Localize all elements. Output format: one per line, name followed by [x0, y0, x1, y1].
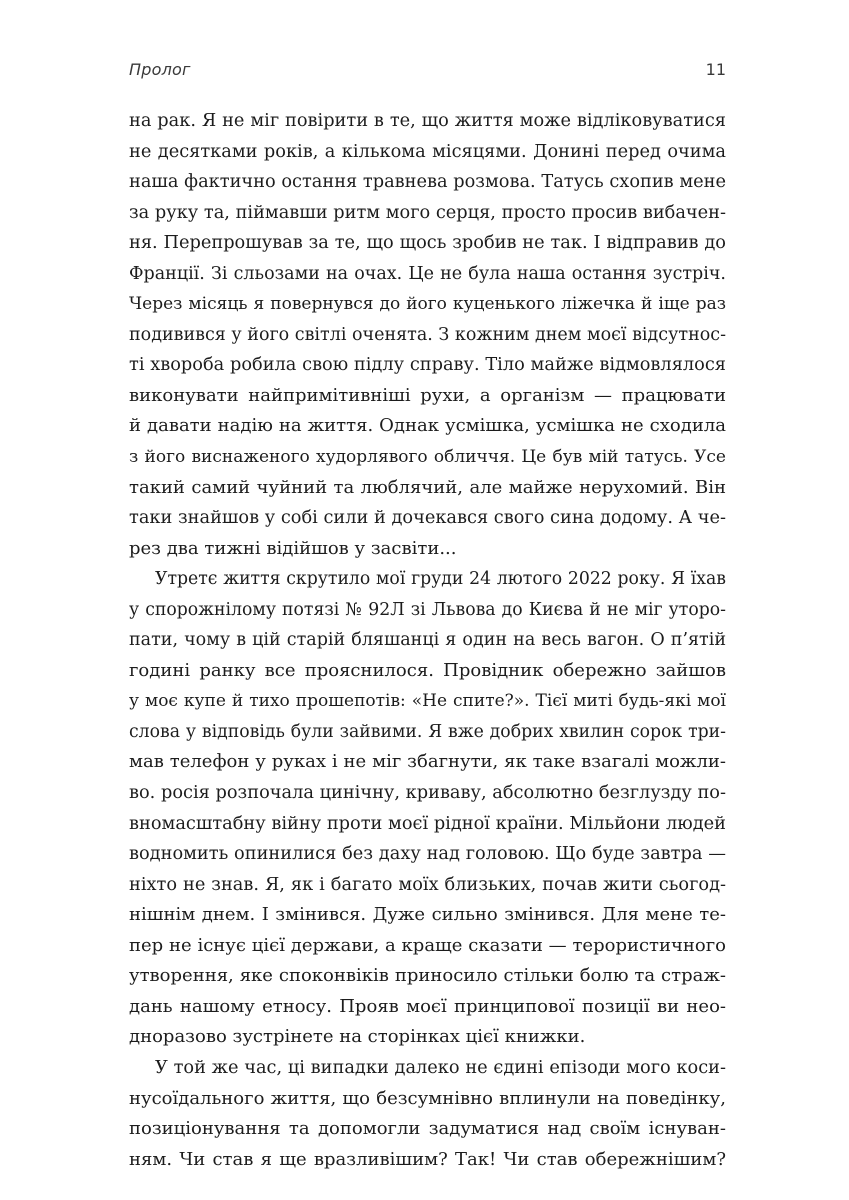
text-line: вномасштабну війну проти моєї рідної країни. Мільйони людей: [129, 813, 726, 834]
text-line: таки знайшов у собі сили й дочекався свого сина додому. А че-: [129, 508, 726, 529]
text-line: не десятками років, а кількома місяцями. Донині перед очима: [129, 141, 726, 162]
text-line: У той же час, ці випадки далеко не єдині епізоди мого коси-: [155, 1057, 726, 1078]
text-line: дноразово зустрінете на сторінках цієї книжки.: [129, 1026, 586, 1048]
text-line: подивився у його світлі оченята. З кожним днем моєї відсутнос-: [129, 324, 726, 345]
text-line: пати, чому в цій старій бляшанці я один на весь вагон. О п’ятій: [129, 630, 726, 651]
text-line: во. росія розпочала цинічну, криваву, абсолютно безглузду по-: [129, 783, 726, 804]
text-line: Утретє життя скрутило мої груди 24 лютого 2022 року. Я їхав: [155, 569, 726, 590]
page-number: 11: [705, 60, 726, 79]
text-line: ті хвороба робила свою підлу справу. Тіло майже відмовлялося: [129, 355, 726, 376]
text-line: нішнім днем. І змінився. Дуже сильно змінився. Для мене те-: [129, 904, 726, 926]
text-line: ням. Чи став я ще вразливішим? Так! Чи став обережнішим?: [129, 1148, 726, 1170]
text-line: позиціонування та допомогли задуматися над своїм існуван-: [129, 1118, 726, 1140]
text-line: такий самий чуйний та люблячий, але майже нерухомий. Він: [129, 476, 726, 498]
text-line: Через місяць я повернувся до його куценького ліжечка й іще раз: [129, 294, 726, 315]
text-line: нусоїдального життя, що безсумнівно вплинули на поведінку,: [129, 1087, 726, 1109]
text-line: ня. Перепрошував за те, що щось зробив не так. І відправив до: [129, 233, 726, 254]
text-line: наша фактично остання травнева розмова. Татусь схопив мене: [129, 172, 726, 193]
text-line: утворення, яке споконвіків приносило стільки болю та страж-: [129, 965, 726, 987]
text-line: Франції. Зі сльозами на очах. Це не була наша остання зустріч.: [129, 263, 726, 284]
section-title: Пролог: [129, 60, 191, 79]
text-line: за руку та, піймавши ритм мого серця, просто просив вибачен-: [129, 202, 726, 223]
text-line: пер не існує цієї держави, а краще сказати — терористичного: [129, 934, 726, 956]
text-line: годині ранку все прояснилося. Провідник обережно зайшов: [129, 659, 726, 681]
text-line: водномить опинилися без даху над головою. Що буде завтра —: [129, 844, 726, 865]
text-line: слова у відповідь були зайвими. Я вже добрих хвилин сорок три-: [129, 721, 726, 742]
text-line: виконувати найпримітивніші рухи, а організм — працювати: [129, 384, 726, 406]
text-line: дань нашому етносу. Прояв моєї принципової позиції ви нео-: [129, 995, 726, 1017]
text-line: й давати надію на життя. Однак усмішка, усмішка не сходила: [129, 415, 726, 437]
text-line: ніхто не знав. Я, як і багато моїх близьких, почав жити сьогод-: [129, 874, 726, 895]
text-line: з його виснаженого худорлявого обличчя. Це був мій татусь. Усе: [129, 447, 726, 468]
text-line: у моє купе й тихо прошепотів: «Не спите?». Тієї миті будь-які мої: [129, 691, 726, 712]
body-text: [129, 106, 726, 1175]
text-line: на рак. Я не міг повірити в те, що життя може відліковуватися: [129, 111, 726, 131]
text-line: у спорожнілому потязі № 92Л зі Львова до Києва й не міг уторо-: [129, 599, 726, 620]
running-header: [129, 60, 726, 86]
text-line: рез два тижні відійшов у засвіти...: [129, 537, 457, 559]
text-line: мав телефон у руках і не міг збагнути, як таке взагалі можли-: [129, 751, 726, 773]
